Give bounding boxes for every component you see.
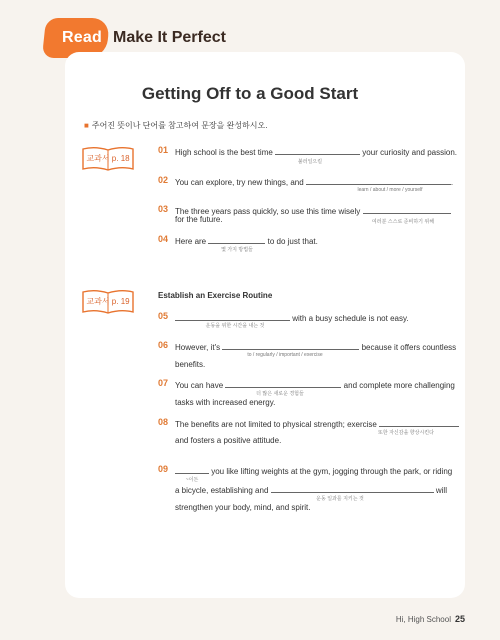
answer-blank[interactable] <box>208 234 265 244</box>
hint-text: ~이든 <box>185 477 199 483</box>
question-text: your curiosity and passion. <box>362 148 458 157</box>
question-text: High school is the best time <box>175 148 273 157</box>
hint-text: 여러분 스스로 준비하기 위해 <box>371 219 435 225</box>
question-number: 02 <box>158 175 169 185</box>
question-text: You can explore, try new things, and <box>175 178 304 187</box>
section-header-title: Make It Perfect <box>113 29 226 46</box>
answer-blank[interactable] <box>363 204 451 214</box>
textbook-badge-p18 <box>80 145 136 173</box>
question-number: 06 <box>158 340 169 350</box>
question-text: The benefits are not limited to physical strength; exercise <box>175 420 377 429</box>
question-text: you like lifting weights at the gym, jogging through the park, or riding <box>211 467 453 476</box>
answer-blank[interactable] <box>225 378 341 388</box>
question-line-continued: benefits. <box>175 360 206 369</box>
question-line <box>175 145 457 158</box>
question-number: 08 <box>158 417 169 427</box>
question-line <box>175 378 455 391</box>
question-number: 05 <box>158 311 169 321</box>
question-line-continued: for the future. <box>175 215 223 224</box>
question-text: You can have <box>175 381 224 390</box>
bullet-icon: ■ <box>84 121 89 130</box>
question-text: Here are <box>175 237 207 246</box>
answer-blank[interactable] <box>175 311 290 321</box>
question-number: 01 <box>158 145 169 155</box>
question-number: 03 <box>158 204 169 214</box>
question-text: However, it's <box>175 343 221 352</box>
textbook-badge-p19 <box>80 288 136 316</box>
textbook-badge-label: 교과서 p. 19 <box>86 297 130 306</box>
instruction-text: 주어진 뜻이나 단어를 참고하여 문장을 완성하시오. <box>91 121 268 130</box>
instruction <box>84 120 267 131</box>
answer-blank[interactable] <box>379 417 459 427</box>
question-text: . <box>450 178 454 187</box>
hint-text: 몇 가지 방법들 <box>221 247 253 253</box>
page-title: Getting Off to a Good Start <box>141 84 359 103</box>
question-number: 04 <box>158 234 169 244</box>
textbook-badge-label: 교과서 p. 18 <box>86 154 130 163</box>
answer-blank[interactable] <box>222 340 359 350</box>
answer-blank[interactable] <box>275 145 360 155</box>
question-line-continued: and fosters a positive attitude. <box>175 436 282 445</box>
question-text: with a busy schedule is not easy. <box>292 314 409 323</box>
hint-text: 불러일으킬 <box>297 159 323 165</box>
hint-text: 운동 일과를 지키는 것 <box>316 496 364 502</box>
question-line-continued: tasks with increased energy. <box>175 398 276 407</box>
question-text: and complete more challenging <box>343 381 455 390</box>
answer-blank[interactable] <box>271 483 434 493</box>
hint-text: to / regularly / important / exercise <box>247 352 323 358</box>
hint-text: 운동을 위한 시간을 내는 것 <box>205 323 265 329</box>
answer-blank[interactable] <box>306 175 454 187</box>
section-heading: Establish an Exercise Routine <box>158 291 273 300</box>
question-number: 09 <box>158 464 169 474</box>
question-text: The three years pass quickly, so use this time wisely <box>175 207 361 216</box>
hint-text: learn / about / more / yourself <box>357 187 423 193</box>
question-text: will <box>435 486 447 495</box>
hint-text: 더 많은 새로운 경험들 <box>256 391 304 397</box>
page-number: 25 <box>454 614 465 624</box>
hint-text: 또한 자신감을 향상시킨다 <box>378 430 434 436</box>
page-footer <box>396 614 465 624</box>
question-text: because it offers countless <box>361 343 457 352</box>
question-text: a bicycle, establishing and <box>175 486 269 495</box>
question-text: to do just that. <box>267 237 318 246</box>
book-title: Hi, High School <box>395 615 451 624</box>
question-line <box>175 464 452 477</box>
question-number: 07 <box>158 378 169 388</box>
answer-blank[interactable] <box>175 464 209 474</box>
read-tab-label: Read <box>62 29 102 46</box>
question-line-continued: strengthen your body, mind, and spirit. <box>175 503 311 512</box>
